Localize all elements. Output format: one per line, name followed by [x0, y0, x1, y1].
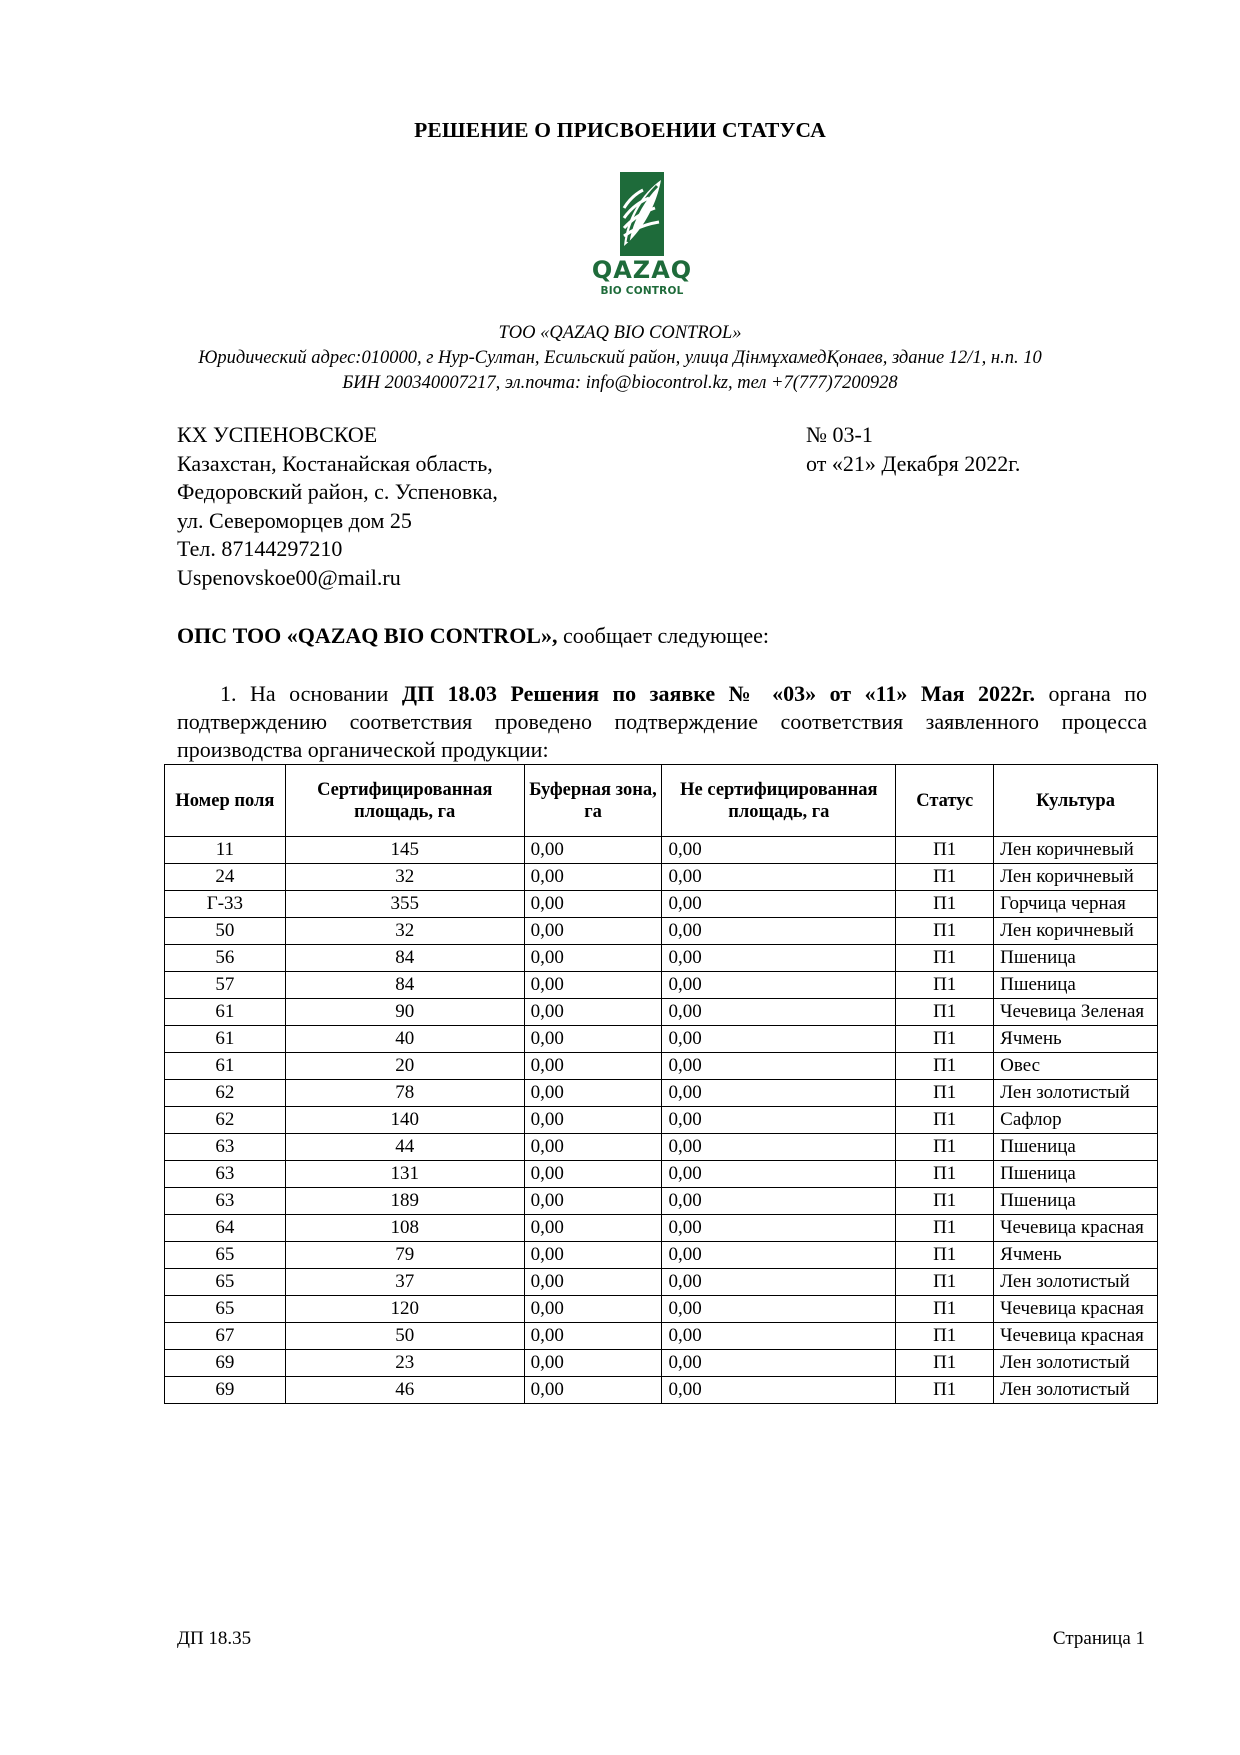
logo-wordmark: QAZAQ: [591, 256, 693, 284]
cell-buffer-zone: 0,00: [524, 1053, 662, 1080]
cell-crop: Пшеница: [994, 1161, 1158, 1188]
cell-certified-area: 79: [285, 1242, 524, 1269]
table-row: [165, 1026, 1158, 1053]
logo-subtitle: BIO CONTROL: [600, 285, 684, 297]
cell-uncertified-area: 0,00: [662, 945, 896, 972]
cell-crop: Чечевица красная: [994, 1215, 1158, 1242]
cell-certified-area: 23: [285, 1350, 524, 1377]
cell-certified-area: 145: [285, 837, 524, 864]
table-row: [165, 945, 1158, 972]
cell-certified-area: 20: [285, 1053, 524, 1080]
cell-status: П1: [896, 864, 994, 891]
cell-status: П1: [896, 1377, 994, 1404]
cell-uncertified-area: 0,00: [662, 999, 896, 1026]
cell-field-number: 63: [165, 1134, 286, 1161]
cell-certified-area: 108: [285, 1215, 524, 1242]
table-row: [165, 1134, 1158, 1161]
cell-field-number: 63: [165, 1188, 286, 1215]
cell-buffer-zone: 0,00: [524, 864, 662, 891]
cell-certified-area: 40: [285, 1026, 524, 1053]
cell-uncertified-area: 0,00: [662, 1242, 896, 1269]
header-certified-area: Сертифицированная площадь, га: [285, 765, 524, 837]
table-row: [165, 1377, 1158, 1404]
cell-uncertified-area: 0,00: [662, 1269, 896, 1296]
cell-status: П1: [896, 999, 994, 1026]
cell-field-number: 63: [165, 1161, 286, 1188]
cell-uncertified-area: 0,00: [662, 972, 896, 999]
org-address: Юридический адрес:010000, г Нур-Султан, Есильский район, улица ДінмұхамедҚонаев, здание 12/1, н.п. 10: [198, 348, 1042, 368]
cell-certified-area: 46: [285, 1377, 524, 1404]
cell-buffer-zone: 0,00: [524, 1377, 662, 1404]
cell-field-number: 62: [165, 1107, 286, 1134]
footer-page-number: Страница 1: [1052, 1628, 1145, 1649]
cell-uncertified-area: 0,00: [662, 864, 896, 891]
cell-field-number: 65: [165, 1296, 286, 1323]
recipient-block: [177, 421, 498, 592]
main-paragraph: [177, 680, 1147, 764]
recipient-line: Казахстан, Костанайская область,: [177, 450, 493, 476]
cell-status: П1: [896, 1269, 994, 1296]
cell-buffer-zone: 0,00: [524, 1242, 662, 1269]
cell-crop: Чечевица красная: [994, 1323, 1158, 1350]
table-row: [165, 1323, 1158, 1350]
cell-buffer-zone: 0,00: [524, 1188, 662, 1215]
cell-buffer-zone: 0,00: [524, 1350, 662, 1377]
lead-rest: сообщает следующее:: [557, 623, 769, 648]
cell-certified-area: 78: [285, 1080, 524, 1107]
recipient-line: ул. Североморцев дом 25: [177, 507, 412, 533]
cell-status: П1: [896, 1107, 994, 1134]
cell-status: П1: [896, 1188, 994, 1215]
cell-buffer-zone: 0,00: [524, 1080, 662, 1107]
cell-crop: Овес: [994, 1053, 1158, 1080]
cell-field-number: 62: [165, 1080, 286, 1107]
header-status: Статус: [896, 765, 994, 837]
cell-field-number: Г-33: [165, 891, 286, 918]
cell-buffer-zone: 0,00: [524, 999, 662, 1026]
paragraph-start: 1. На основании: [220, 681, 402, 706]
cell-buffer-zone: 0,00: [524, 972, 662, 999]
cell-buffer-zone: 0,00: [524, 1269, 662, 1296]
cell-uncertified-area: 0,00: [662, 1215, 896, 1242]
cell-crop: Пшеница: [994, 1188, 1158, 1215]
cell-status: П1: [896, 1080, 994, 1107]
cell-status: П1: [896, 891, 994, 918]
cell-status: П1: [896, 1323, 994, 1350]
header-buffer-zone: Буферная зона, га: [524, 765, 662, 837]
cell-crop: Сафлор: [994, 1107, 1158, 1134]
cell-status: П1: [896, 1053, 994, 1080]
cell-buffer-zone: 0,00: [524, 1296, 662, 1323]
cell-crop: Чечевица красная: [994, 1296, 1158, 1323]
recipient-phone: Тел. 87144297210: [177, 536, 343, 561]
cell-crop: Ячмень: [994, 1242, 1158, 1269]
cell-crop: Лен золотистый: [994, 1350, 1158, 1377]
recipient-email: Uspenovskoe00@mail.ru: [177, 564, 401, 590]
org-details: [0, 321, 1240, 396]
company-logo: [587, 172, 697, 300]
table-row: [165, 1188, 1158, 1215]
recipient-line: Федоровский район, с. Успеновка,: [177, 479, 498, 504]
cell-certified-area: 44: [285, 1134, 524, 1161]
table-row: [165, 999, 1158, 1026]
cell-status: П1: [896, 837, 994, 864]
cell-crop: Пшеница: [994, 972, 1158, 999]
cell-field-number: 67: [165, 1323, 286, 1350]
cell-uncertified-area: 0,00: [662, 891, 896, 918]
cell-status: П1: [896, 1215, 994, 1242]
cell-crop: Лен золотистый: [994, 1269, 1158, 1296]
org-contacts: БИН 200340007217, эл.почта: info@biocontrol.kz, тел +7(777)7200928: [342, 373, 898, 393]
cell-uncertified-area: 0,00: [662, 1134, 896, 1161]
document-number-block: [806, 421, 1020, 478]
paragraph-reference: ДП 18.03 Решения по заявке № «03» от «11» Мая 2022г.: [401, 681, 1035, 706]
cell-buffer-zone: 0,00: [524, 1323, 662, 1350]
table-row: [165, 1107, 1158, 1134]
cell-status: П1: [896, 972, 994, 999]
header-crop: Культура: [994, 765, 1158, 837]
header-uncertified-area: Не сертифицированная площадь, га: [662, 765, 896, 837]
cell-crop: Пшеница: [994, 1134, 1158, 1161]
cell-buffer-zone: 0,00: [524, 1134, 662, 1161]
leaf-emblem-icon: [587, 172, 697, 256]
cell-uncertified-area: 0,00: [662, 1296, 896, 1323]
cell-crop: Пшеница: [994, 945, 1158, 972]
cell-uncertified-area: 0,00: [662, 1377, 896, 1404]
cell-status: П1: [896, 1134, 994, 1161]
cell-certified-area: 120: [285, 1296, 524, 1323]
cell-field-number: 64: [165, 1215, 286, 1242]
cell-buffer-zone: 0,00: [524, 1215, 662, 1242]
fields-table: [164, 764, 1158, 1404]
cell-status: П1: [896, 1350, 994, 1377]
cell-certified-area: 84: [285, 972, 524, 999]
cell-status: П1: [896, 1026, 994, 1053]
cell-certified-area: 131: [285, 1161, 524, 1188]
table-row: [165, 837, 1158, 864]
cell-uncertified-area: 0,00: [662, 1188, 896, 1215]
table-row: [165, 1269, 1158, 1296]
cell-field-number: 65: [165, 1242, 286, 1269]
cell-certified-area: 84: [285, 945, 524, 972]
cell-field-number: 50: [165, 918, 286, 945]
cell-field-number: 56: [165, 945, 286, 972]
footer-code: ДП 18.35: [177, 1628, 252, 1649]
cell-uncertified-area: 0,00: [662, 1026, 896, 1053]
table-row: [165, 972, 1158, 999]
cell-uncertified-area: 0,00: [662, 1161, 896, 1188]
cell-status: П1: [896, 918, 994, 945]
cell-certified-area: 32: [285, 918, 524, 945]
cell-uncertified-area: 0,00: [662, 918, 896, 945]
cell-status: П1: [896, 945, 994, 972]
cell-uncertified-area: 0,00: [662, 1053, 896, 1080]
table-row: [165, 1080, 1158, 1107]
cell-uncertified-area: 0,00: [662, 1107, 896, 1134]
cell-crop: Лен коричневый: [994, 864, 1158, 891]
table-row: [165, 891, 1158, 918]
cell-crop: Чечевица Зеленая: [994, 999, 1158, 1026]
cell-field-number: 11: [165, 837, 286, 864]
cell-field-number: 65: [165, 1269, 286, 1296]
cell-crop: Лен коричневый: [994, 837, 1158, 864]
cell-buffer-zone: 0,00: [524, 1161, 662, 1188]
table-header-row: [165, 765, 1158, 837]
cell-crop: Лен золотистый: [994, 1080, 1158, 1107]
cell-uncertified-area: 0,00: [662, 837, 896, 864]
cell-buffer-zone: 0,00: [524, 891, 662, 918]
cell-field-number: 69: [165, 1377, 286, 1404]
page-title: РЕШЕНИЕ О ПРИСВОЕНИИ СТАТУСА: [414, 118, 826, 142]
cell-buffer-zone: 0,00: [524, 837, 662, 864]
cell-crop: Лен золотистый: [994, 1377, 1158, 1404]
cell-field-number: 61: [165, 1053, 286, 1080]
cell-buffer-zone: 0,00: [524, 1107, 662, 1134]
cell-buffer-zone: 0,00: [524, 918, 662, 945]
table-row: [165, 1161, 1158, 1188]
cell-certified-area: 50: [285, 1323, 524, 1350]
cell-crop: Горчица черная: [994, 891, 1158, 918]
table-row: [165, 1350, 1158, 1377]
cell-certified-area: 32: [285, 864, 524, 891]
table-row: [165, 1296, 1158, 1323]
lead-sentence: [177, 623, 769, 649]
cell-certified-area: 189: [285, 1188, 524, 1215]
cell-field-number: 24: [165, 864, 286, 891]
cell-uncertified-area: 0,00: [662, 1323, 896, 1350]
cell-field-number: 69: [165, 1350, 286, 1377]
cell-field-number: 57: [165, 972, 286, 999]
cell-status: П1: [896, 1161, 994, 1188]
recipient-name: КХ УСПЕНОВСКОЕ: [177, 422, 378, 447]
document-date: от «21» Декабря 2022г.: [806, 450, 1021, 476]
cell-field-number: 61: [165, 1026, 286, 1053]
table-row: [165, 918, 1158, 945]
document-number: № 03-1: [806, 422, 873, 447]
cell-uncertified-area: 0,00: [662, 1350, 896, 1377]
header-field-number: Номер поля: [165, 765, 286, 837]
cell-buffer-zone: 0,00: [524, 1026, 662, 1053]
cell-buffer-zone: 0,00: [524, 945, 662, 972]
cell-uncertified-area: 0,00: [662, 1080, 896, 1107]
table-row: [165, 1215, 1158, 1242]
lead-org: ОПС ТОО «QAZAQ BIO CONTROL»,: [177, 623, 558, 648]
cell-crop: Ячмень: [994, 1026, 1158, 1053]
paragraph-end: органа по подтверждению соответствия проведено подтверждение соответствия заявленного процесса производства органической продукции:: [177, 681, 1148, 762]
org-name: ТОО «QAZAQ BIO CONTROL»: [498, 323, 742, 343]
cell-crop: Лен коричневый: [994, 918, 1158, 945]
cell-field-number: 61: [165, 999, 286, 1026]
table-row: [165, 1242, 1158, 1269]
table-row: [165, 1053, 1158, 1080]
cell-certified-area: 90: [285, 999, 524, 1026]
cell-status: П1: [896, 1242, 994, 1269]
table-row: [165, 864, 1158, 891]
cell-certified-area: 355: [285, 891, 524, 918]
table-body: [165, 837, 1158, 1404]
cell-certified-area: 37: [285, 1269, 524, 1296]
cell-certified-area: 140: [285, 1107, 524, 1134]
cell-status: П1: [896, 1296, 994, 1323]
